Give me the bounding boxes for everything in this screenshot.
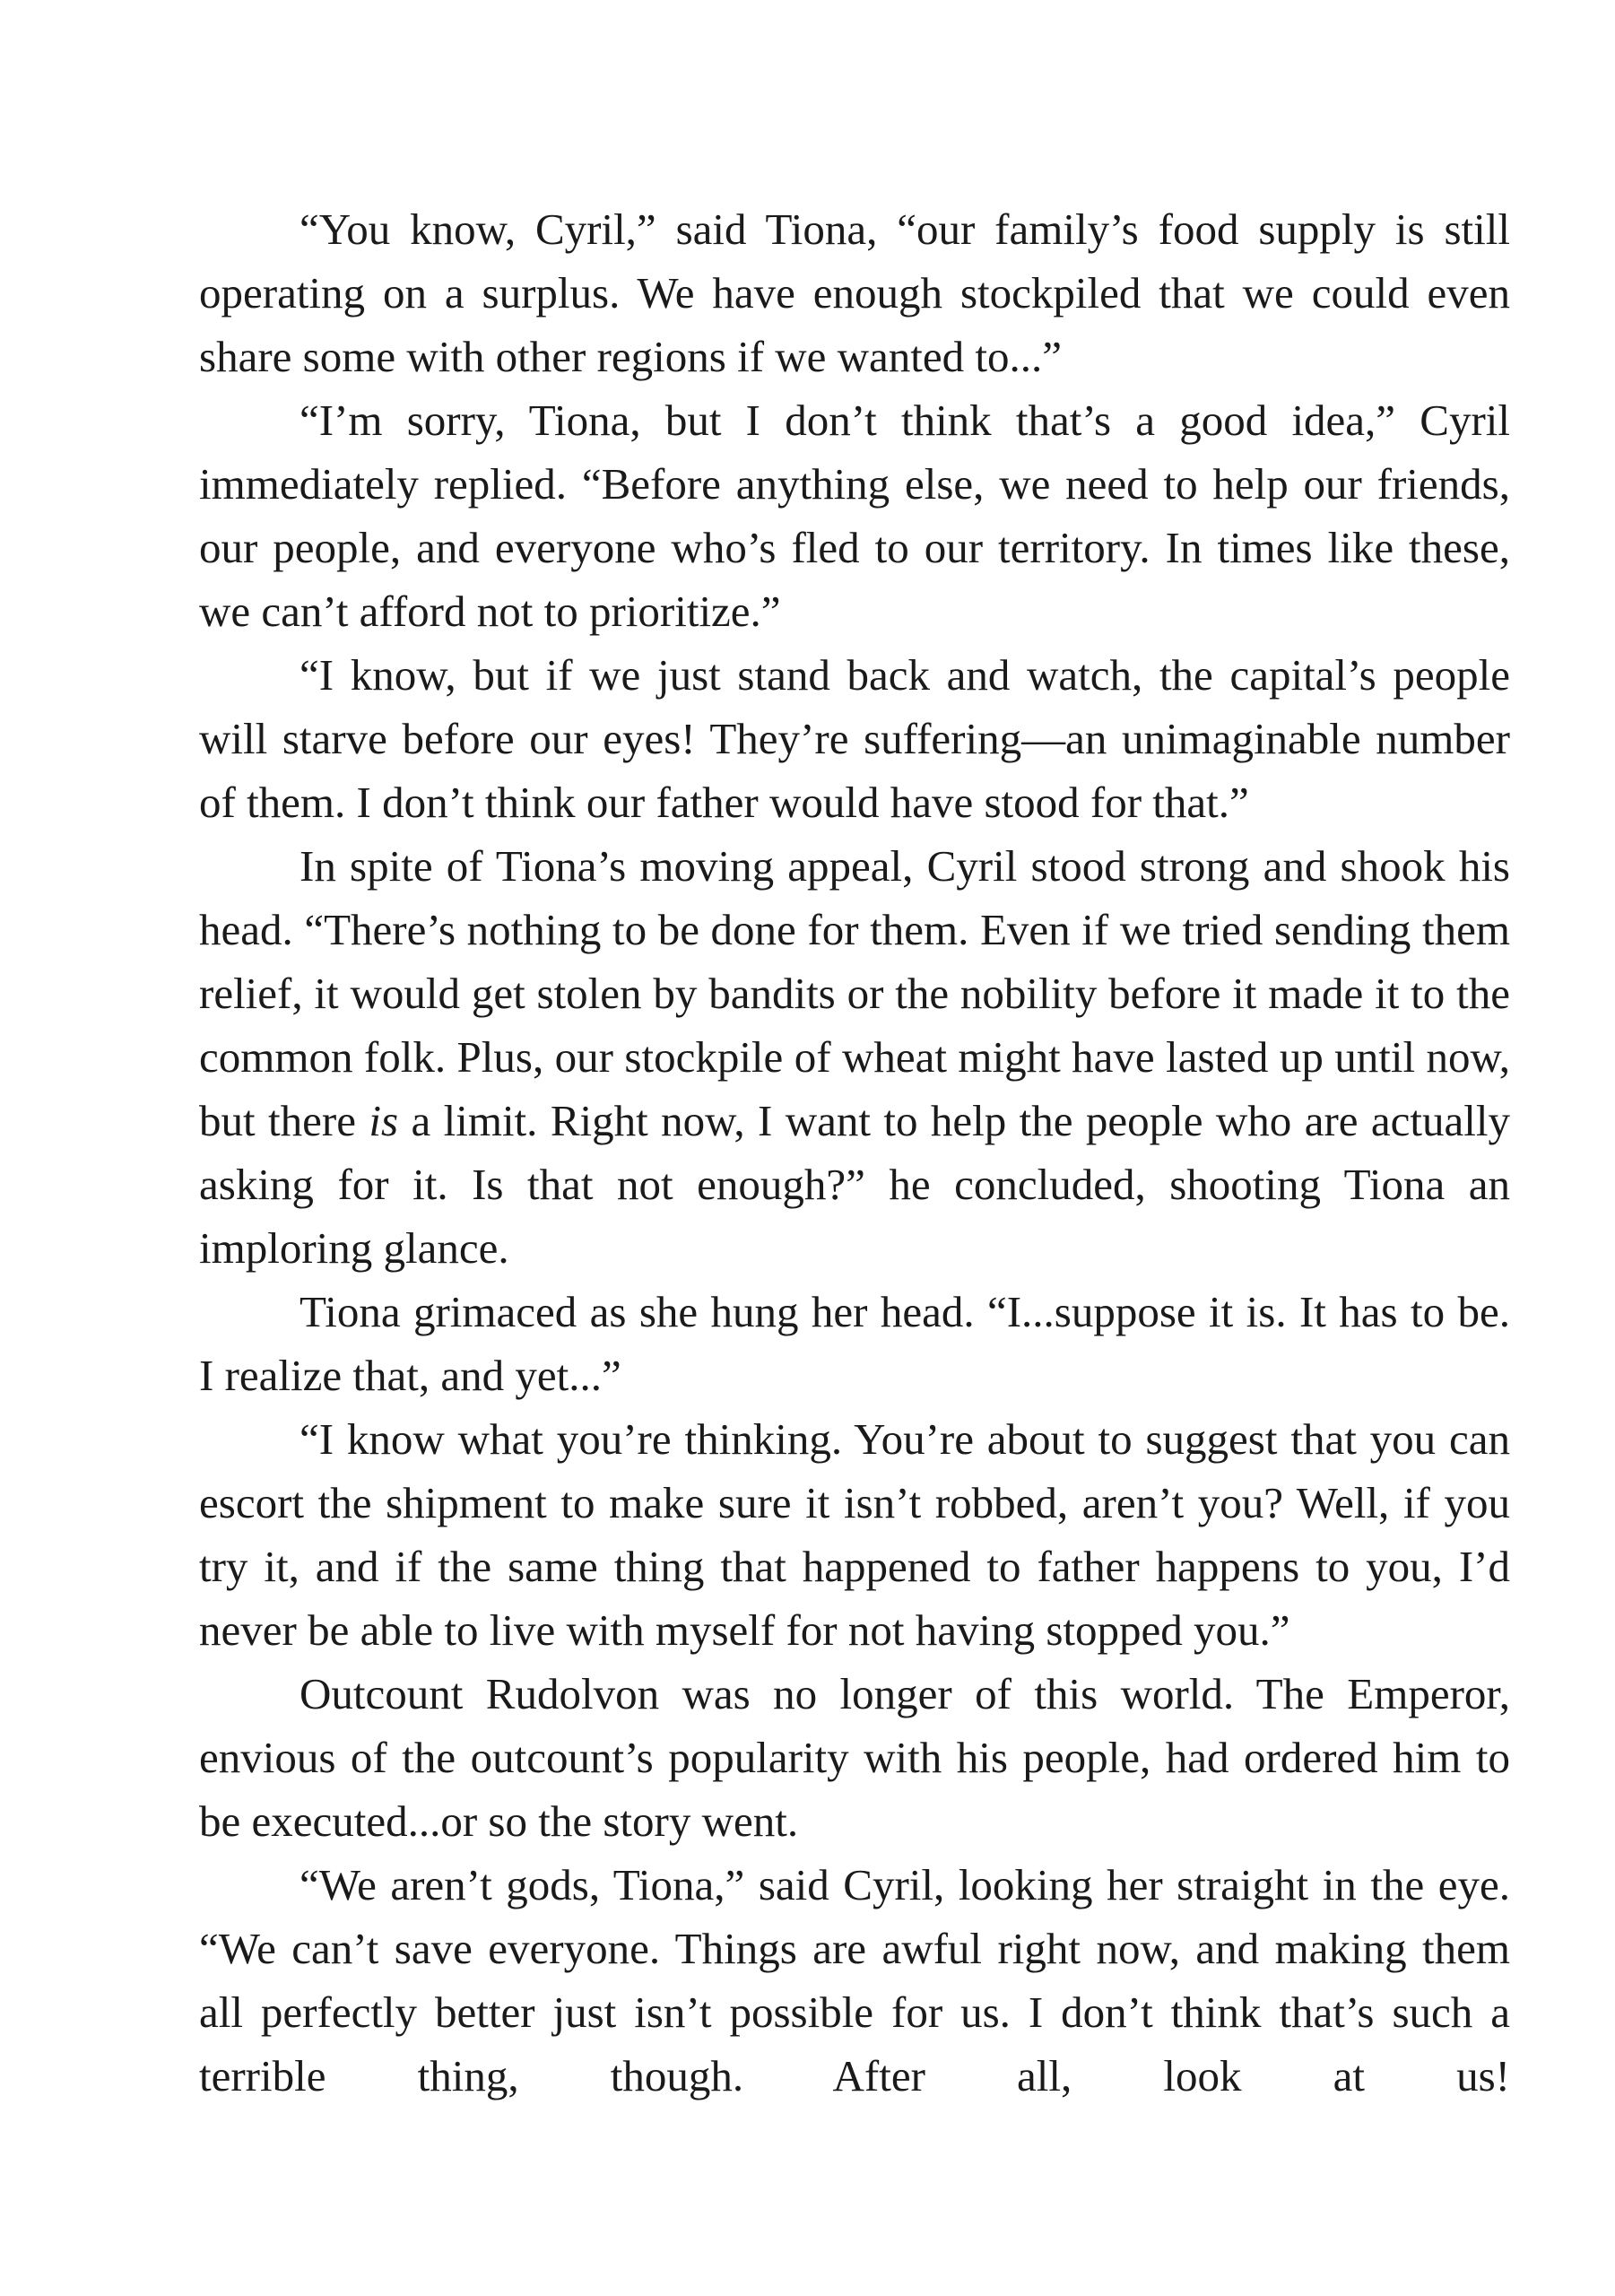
paragraph-8: “We aren’t gods, Tiona,” said Cyril, looking her straight in the eye. “We can’t save everyone. Things are awful right now, and making them all perfectly better just isn’t possible for us. I don’t think that’s such a terrible thing, though. After all, look at us!	[199, 1860, 1510, 2100]
paragraph-4-emphasis: is	[369, 1096, 399, 1145]
paragraph-7: Outcount Rudolvon was no longer of this world. The Emperor, envious of the outcount’s popularity with his people, had ordered him to be executed...or so the story went.	[199, 1669, 1510, 1846]
paragraph-6: “I know what you’re thinking. You’re about to suggest that you can escort the shipment to make sure it isn’t robbed, aren’t you? Well, if you try it, and if the same thing that happened to father happens to you, I’d never be able to live with myself for not having stopped you.”	[199, 1414, 1510, 1655]
paragraph-3: “I know, but if we just stand back and watch, the capital’s people will starve before our eyes! They’re suffering—an unimaginable number of them. I don’t think our father would have stood for that.”	[199, 650, 1510, 827]
paragraph-4	[199, 834, 1510, 1280]
paragraph-5: Tiona grimaced as she hung her head. “I...suppose it is. It has to be. I realize that, and yet...”	[199, 1287, 1510, 1400]
book-page	[199, 197, 1510, 2108]
paragraph-2: “I’m sorry, Tiona, but I don’t think that’s a good idea,” Cyril immediately replied. “Before anything else, we need to help our friends, our people, and everyone who’s fled to our territory. In times like these, we can’t afford not to prioritize.”	[199, 396, 1510, 636]
paragraph-1: “You know, Cyril,” said Tiona, “our family’s food supply is still operating on a surplus. We have enough stockpiled that we could even share some with other regions if we wanted to...”	[199, 204, 1510, 381]
paragraph-4-before: In spite of Tiona’s moving appeal, Cyril stood strong and shook his head. “There’s nothing to be done for them. Even if we tried sending them relief, it would get stolen by bandits or the nobility before it made it to the common folk. Plus, our stockpile of wheat might have lasted up until now, but there	[199, 841, 1510, 1145]
paragraph-4-after: a limit. Right now, I want to help the people who are actually asking for it. Is that not enough?” he concluded, shooting Tiona an imploring glance.	[199, 1096, 1511, 1273]
